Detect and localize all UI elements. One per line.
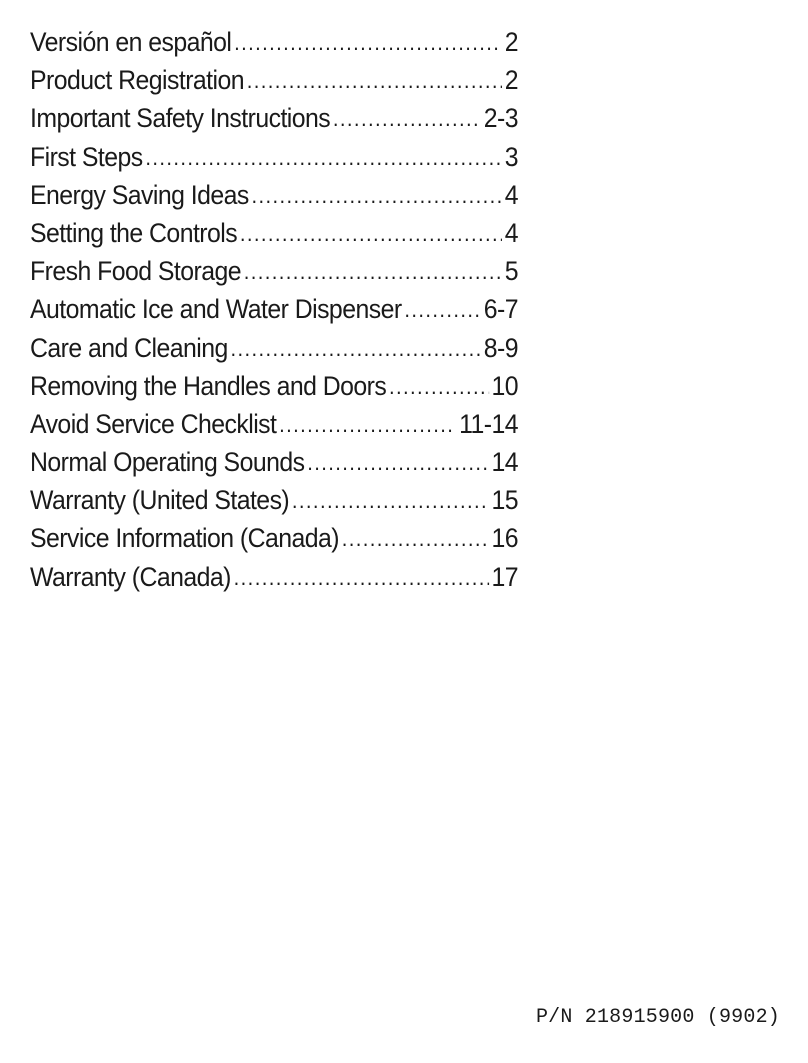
toc-entry-service-info-canada [30,523,518,561]
toc-entry-page: 15 [491,485,519,516]
toc-entry-label: Setting the Controls [30,217,238,248]
dot-leader [292,488,489,514]
dot-leader [247,68,502,94]
toc-entry-page: 2 [504,27,519,57]
toc-entry-first-steps [30,142,518,180]
toc-entry-label: Automatic Ice and Water Dispenser [30,294,402,325]
dot-leader [231,336,481,362]
toc-entry-safety-instructions [30,103,518,141]
toc-entry-care-cleaning [30,333,518,371]
toc-entry-page: 10 [491,370,519,401]
toc-entry-label: Normal Operating Sounds [30,447,305,478]
toc-entry-setting-controls [30,218,518,256]
toc-entry-operating-sounds [30,447,518,485]
toc-entry-page: 5 [504,256,519,287]
toc-entry-label: Product Registration [30,65,245,96]
toc-entry-page: 14 [491,447,519,478]
toc-entry-label: Energy Saving Ideas [30,179,249,210]
toc-entry-label: Warranty (Canada) [30,561,231,592]
dot-leader [240,221,502,247]
toc-entry-page: 16 [491,523,519,554]
toc-entry-energy-saving [30,180,518,218]
toc-entry-page: 4 [504,179,519,210]
toc-entry-label: Versión en español [30,27,232,57]
toc-entry-avoid-service-checklist [30,409,518,447]
toc-entry-page: 2-3 [483,103,519,134]
dot-leader [244,259,502,285]
dot-leader [145,145,502,171]
table-of-contents [30,27,518,600]
dot-leader [342,526,489,552]
dot-leader [234,30,502,56]
toc-entry-page: 8-9 [483,332,519,363]
toc-entry-page: 4 [504,217,519,248]
toc-entry-removing-handles-doors [30,371,518,409]
toc-entry-fresh-food-storage [30,256,518,294]
toc-entry-page: 11-14 [459,408,519,439]
dot-leader [279,412,456,438]
toc-entry-ice-water-dispenser [30,294,518,332]
toc-entry-label: Warranty (United States) [30,485,290,516]
toc-entry-label: Avoid Service Checklist [30,408,277,439]
toc-entry-label: Care and Cleaning [30,332,228,363]
dot-leader [234,565,489,591]
toc-entry-label: Important Safety Instructions [30,103,331,134]
toc-entry-page: 2 [504,65,519,96]
toc-entry-page: 3 [504,141,519,172]
dot-leader [404,297,481,323]
toc-entry-warranty-us [30,485,518,523]
toc-entry-label: First Steps [30,141,143,172]
dot-leader [307,450,488,476]
toc-entry-warranty-canada [30,562,518,600]
toc-entry-product-registration [30,65,518,103]
dot-leader [252,183,502,209]
toc-entry-page: 6-7 [483,294,519,325]
toc-entry-label: Removing the Handles and Doors [30,370,387,401]
dot-leader [389,374,489,400]
toc-entry-label: Fresh Food Storage [30,256,241,287]
toc-entry-label: Service Information (Canada) [30,523,340,554]
part-number: P/N 218915900 (9902) [535,1006,780,1029]
toc-entry-spanish-version [30,27,518,65]
dot-leader [333,106,481,132]
toc-entry-page: 17 [491,561,519,592]
